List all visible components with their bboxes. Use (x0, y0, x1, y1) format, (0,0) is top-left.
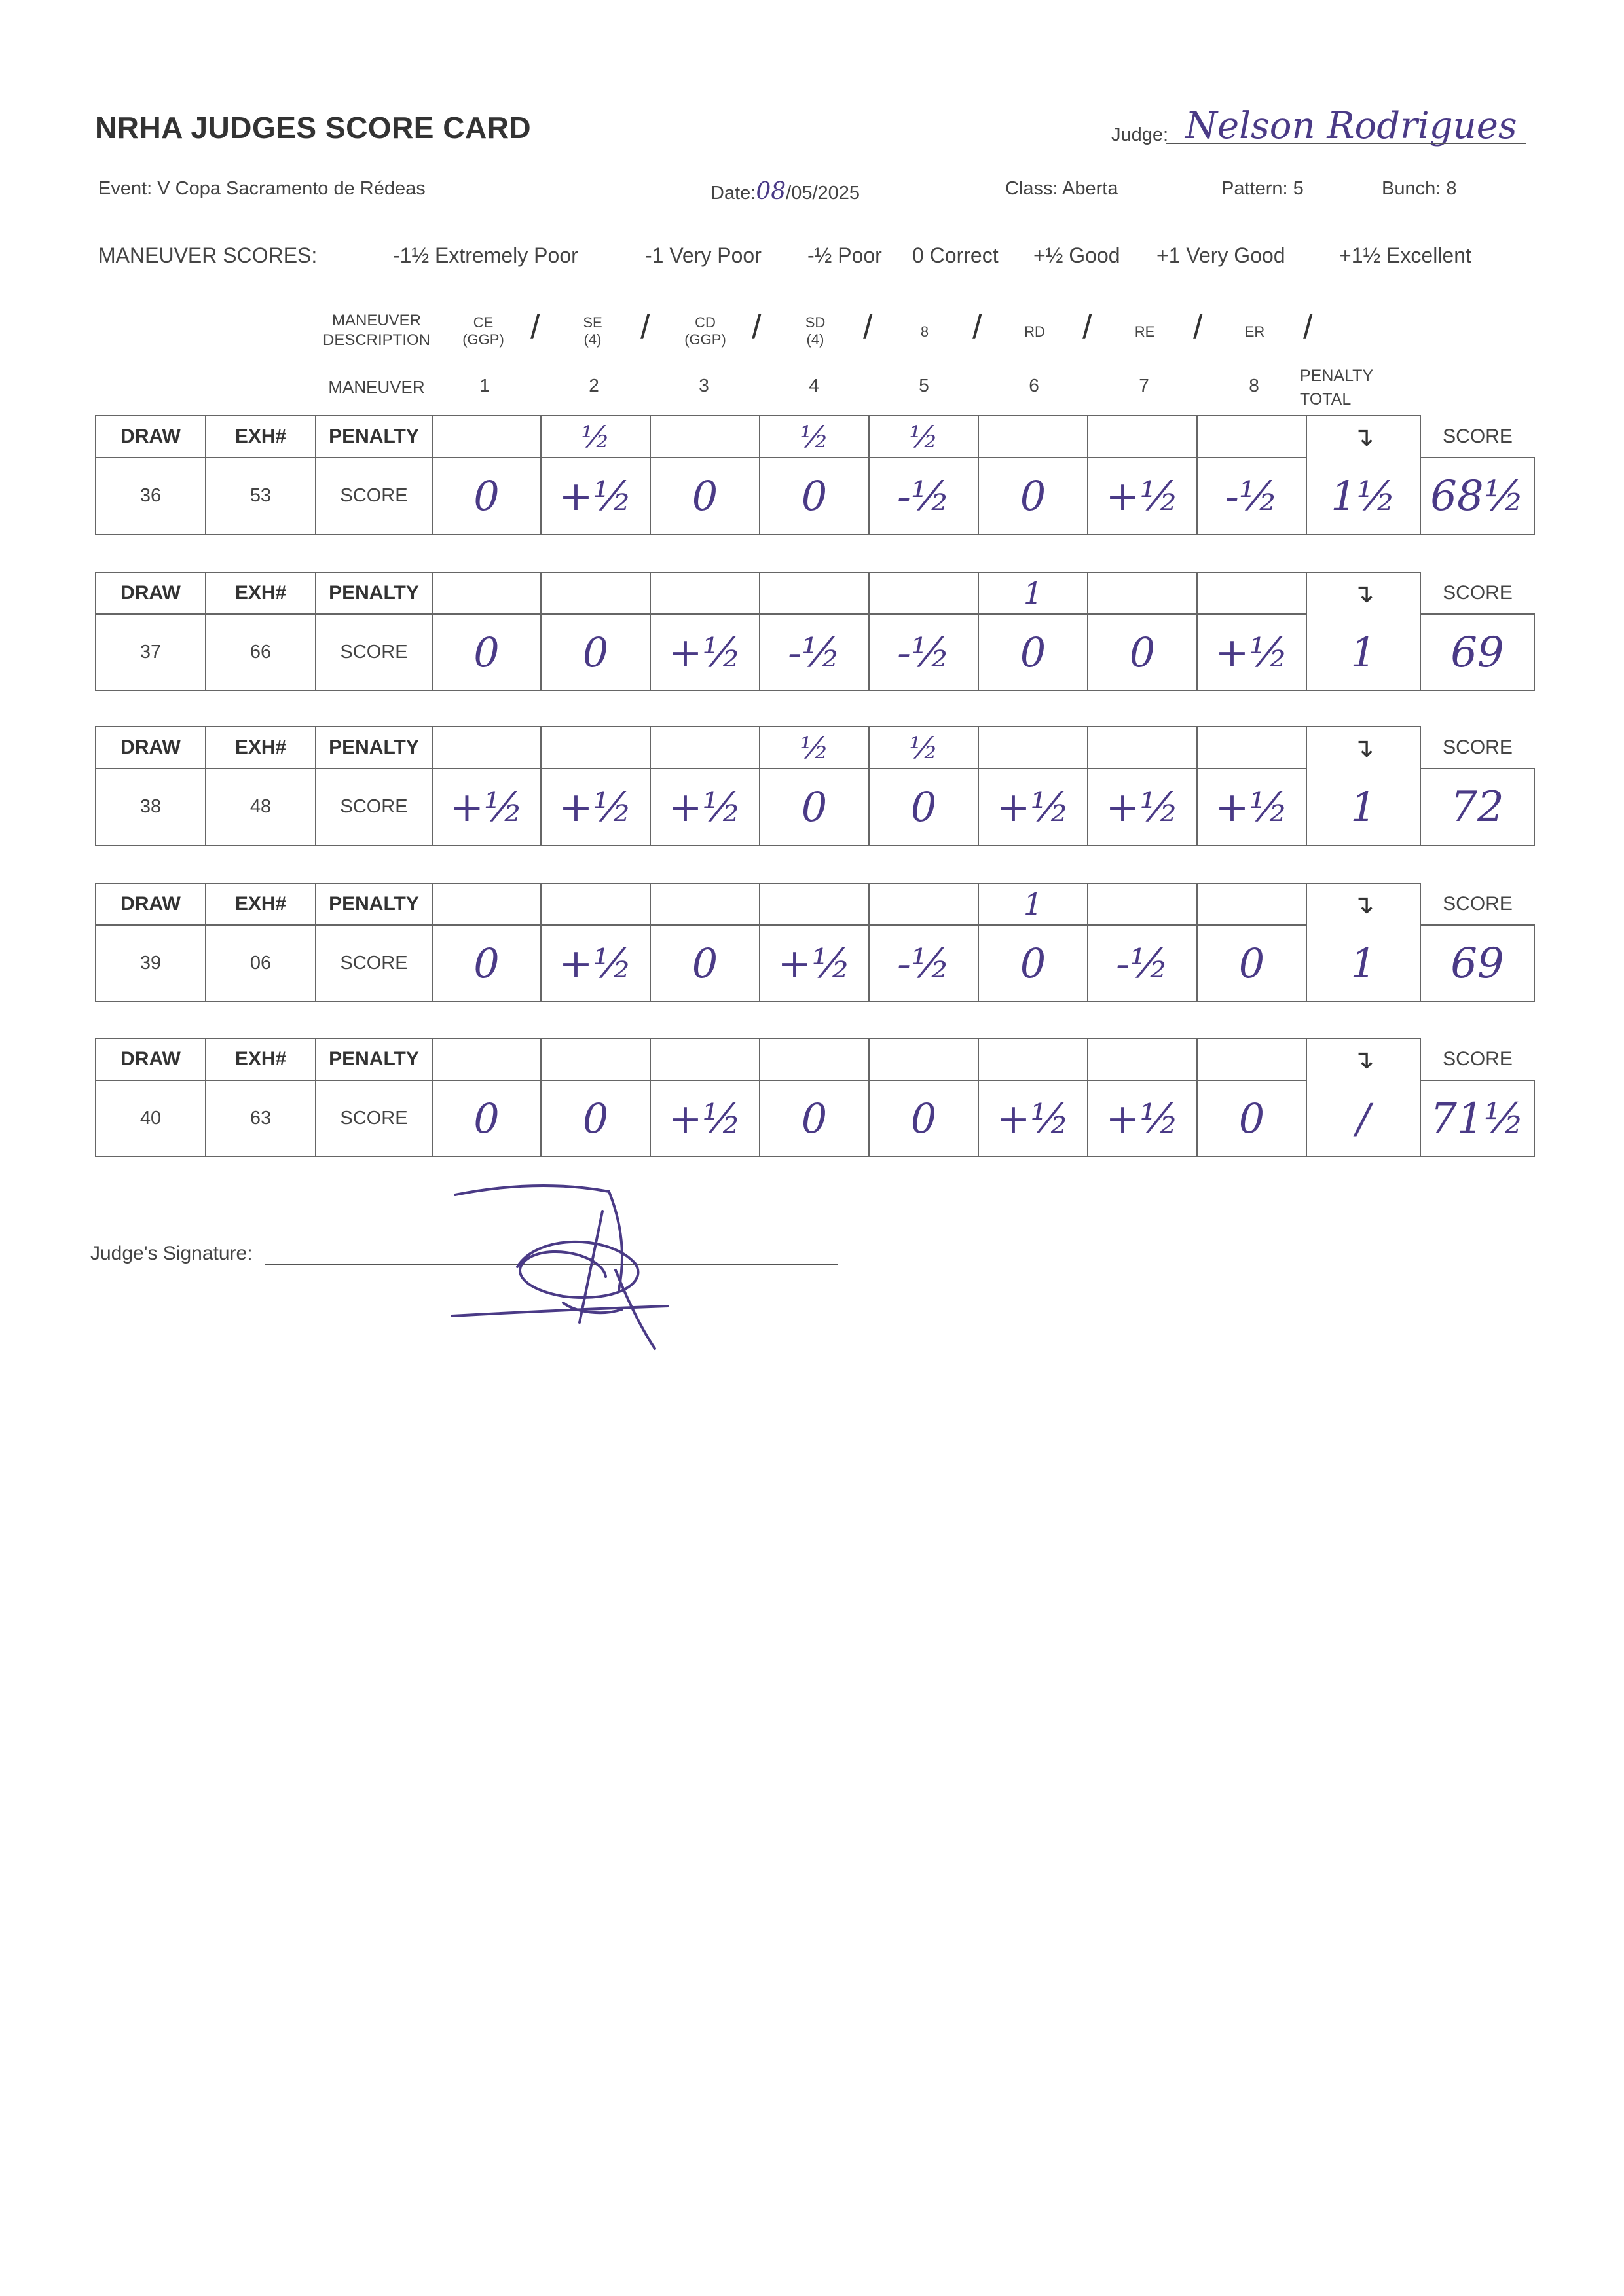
maneuver-score[interactable]: -½ (869, 925, 978, 1002)
penalty-cell[interactable]: ½ (760, 416, 869, 458)
final-score[interactable]: 68½ (1420, 458, 1534, 534)
maneuver-score[interactable]: 0 (869, 769, 978, 845)
penalty-total-label (1300, 364, 1398, 411)
penalty-cell[interactable] (1088, 416, 1197, 458)
maneuver-score[interactable]: +½ (1197, 614, 1306, 691)
event-label: Event: V Copa Sacramento de Rédeas (98, 178, 426, 199)
maneuver-score[interactable]: +½ (1197, 769, 1306, 845)
maneuver-desc-bottom: (GGP) (684, 331, 726, 348)
score-column-label: SCORE (1420, 416, 1534, 458)
maneuver-desc (786, 314, 845, 348)
maneuver-score[interactable]: 0 (650, 925, 760, 1002)
maneuver-desc (895, 323, 954, 340)
maneuver-score[interactable]: 0 (432, 1080, 541, 1157)
penalty-total[interactable]: 1 (1306, 769, 1420, 845)
arrow-icon: ↴ (1306, 1038, 1420, 1080)
penalty-cell[interactable] (760, 883, 869, 925)
pattern-label: Pattern: 5 (1221, 178, 1304, 199)
penalty-cell[interactable] (869, 883, 978, 925)
maneuver-score[interactable]: 0 (432, 925, 541, 1002)
maneuver-desc-top: CD (695, 314, 716, 331)
maneuver-score[interactable]: +½ (432, 769, 541, 845)
date-rest: /05/2025 (786, 183, 860, 204)
desc-label-line1: MANEUVER (331, 312, 422, 329)
draw-number: 40 (96, 1080, 206, 1157)
penalty-cell[interactable]: ½ (541, 416, 650, 458)
score-block (95, 726, 1535, 846)
scale-item: +½ Good (1033, 244, 1120, 267)
maneuver-number: 5 (919, 375, 929, 395)
maneuver-score[interactable]: +½ (650, 614, 760, 691)
divider-slash: / (1303, 308, 1313, 346)
draw-header: DRAW (96, 1038, 206, 1080)
penalty-cell[interactable]: ½ (869, 416, 978, 458)
penalty-cell[interactable] (1197, 416, 1306, 458)
divider-slash: / (1193, 308, 1203, 346)
divider-slash: / (863, 308, 873, 346)
maneuver-score[interactable]: 0 (541, 614, 650, 691)
judge-line (1166, 143, 1526, 144)
final-score[interactable]: 71½ (1420, 1080, 1534, 1157)
maneuver-score[interactable]: +½ (760, 925, 869, 1002)
penalty-cell[interactable]: 1 (978, 883, 1088, 925)
maneuver-score[interactable]: -½ (760, 614, 869, 691)
draw-header: DRAW (96, 572, 206, 614)
maneuver-score[interactable]: 0 (1197, 925, 1306, 1002)
penalty-cell[interactable] (541, 727, 650, 769)
maneuver-desc-top: CE (473, 314, 494, 331)
maneuver-desc (1115, 323, 1174, 340)
score-block (95, 883, 1535, 1002)
bunch-label: Bunch: 8 (1382, 178, 1457, 199)
penalty-cell[interactable] (1088, 1038, 1197, 1080)
penalty-cell[interactable] (978, 416, 1088, 458)
class-label: Class: Aberta (1005, 178, 1118, 199)
draw-number: 36 (96, 458, 206, 534)
card-title: NRHA JUDGES SCORE CARD (95, 111, 532, 145)
judge-label: Judge: (1111, 124, 1169, 145)
penalty-cell[interactable] (650, 883, 760, 925)
signature-label: Judge's Signature: (90, 1243, 253, 1264)
maneuver-score[interactable]: 0 (978, 458, 1088, 534)
maneuver-number: 7 (1139, 375, 1149, 395)
penalty-cell[interactable] (650, 1038, 760, 1080)
arrow-icon: ↴ (1306, 416, 1420, 458)
penalty-total[interactable]: 1½ (1306, 458, 1420, 534)
final-score[interactable]: 72 (1420, 769, 1534, 845)
penalty-total[interactable]: / (1306, 1080, 1420, 1157)
score-row-label: SCORE (316, 614, 432, 691)
maneuver-score[interactable]: -½ (869, 458, 978, 534)
maneuver-desc (563, 314, 622, 348)
draw-header: DRAW (96, 883, 206, 925)
scale-item: +1 Very Good (1156, 244, 1285, 267)
maneuver-score[interactable]: +½ (978, 1080, 1088, 1157)
penalty-cell[interactable] (1197, 1038, 1306, 1080)
score-row-label: SCORE (316, 458, 432, 534)
penalty-cell[interactable] (760, 572, 869, 614)
score-column-label: SCORE (1420, 572, 1534, 614)
maneuver-number: 4 (809, 375, 819, 395)
divider-slash: / (972, 308, 982, 346)
exh-number: 63 (206, 1080, 316, 1157)
maneuver-desc-top: RD (1024, 323, 1045, 340)
maneuver-score[interactable]: 0 (1088, 614, 1197, 691)
penalty-total-line1: PENALTY (1300, 367, 1374, 385)
scale-item: 0 Correct (912, 244, 999, 267)
divider-slash: / (530, 308, 540, 346)
maneuver-desc-top: ER (1244, 323, 1265, 340)
maneuver-desc (1225, 323, 1284, 340)
desc-label-line2: DESCRIPTION (322, 331, 430, 349)
penalty-cell[interactable] (541, 572, 650, 614)
date-label: Date: (710, 183, 756, 204)
penalty-cell[interactable] (978, 1038, 1088, 1080)
penalty-cell[interactable] (432, 727, 541, 769)
scale-label: MANEUVER SCORES: (98, 244, 318, 267)
draw-number: 39 (96, 925, 206, 1002)
maneuver-desc-bottom: (4) (806, 331, 824, 348)
arrow-icon: ↴ (1306, 883, 1420, 925)
maneuver-desc-top: RE (1134, 323, 1155, 340)
final-score[interactable]: 69 (1420, 614, 1534, 691)
judge-name: Nelson Rodrigues (1185, 105, 1517, 147)
maneuver-score[interactable]: 0 (760, 458, 869, 534)
maneuver-score[interactable]: 0 (541, 1080, 650, 1157)
maneuver-score[interactable]: -½ (1197, 458, 1306, 534)
maneuver-desc (454, 314, 513, 348)
penalty-cell[interactable] (432, 1038, 541, 1080)
maneuver-number-label: MANEUVER (328, 377, 425, 397)
maneuver-score[interactable]: 0 (432, 458, 541, 534)
maneuver-score[interactable]: 0 (978, 925, 1088, 1002)
arrow-icon: ↴ (1306, 727, 1420, 769)
maneuver-score[interactable]: -½ (869, 614, 978, 691)
penalty-total[interactable]: 1 (1306, 925, 1420, 1002)
draw-header: DRAW (96, 727, 206, 769)
maneuver-desc (1005, 323, 1064, 340)
maneuver-score[interactable]: +½ (1088, 1080, 1197, 1157)
maneuver-score[interactable]: +½ (650, 769, 760, 845)
penalty-cell[interactable] (541, 1038, 650, 1080)
maneuver-desc-bottom: (4) (583, 331, 602, 348)
penalty-cell[interactable] (650, 727, 760, 769)
exh-header: EXH# (206, 1038, 316, 1080)
penalty-cell[interactable] (1088, 572, 1197, 614)
maneuver-desc-bottom: (GGP) (462, 331, 504, 348)
maneuver-score[interactable]: +½ (978, 769, 1088, 845)
draw-number: 38 (96, 769, 206, 845)
scale-item: -1½ Extremely Poor (393, 244, 578, 267)
maneuver-score[interactable]: +½ (541, 925, 650, 1002)
penalty-cell[interactable] (1197, 883, 1306, 925)
draw-header: DRAW (96, 416, 206, 458)
penalty-cell[interactable] (650, 572, 760, 614)
maneuver-number: 1 (479, 375, 490, 395)
divider-slash: / (752, 308, 762, 346)
maneuver-score[interactable]: +½ (650, 1080, 760, 1157)
maneuver-desc-top: SE (583, 314, 602, 331)
maneuver-score[interactable]: 0 (978, 614, 1088, 691)
exh-number: 06 (206, 925, 316, 1002)
exh-header: EXH# (206, 416, 316, 458)
maneuver-score[interactable]: +½ (1088, 769, 1197, 845)
penalty-header: PENALTY (316, 1038, 432, 1080)
scale-item: +1½ Excellent (1339, 244, 1471, 267)
score-block (95, 415, 1535, 535)
penalty-cell[interactable] (1088, 727, 1197, 769)
maneuver-score[interactable]: +½ (1088, 458, 1197, 534)
maneuver-score[interactable]: 0 (869, 1080, 978, 1157)
penalty-cell[interactable] (1088, 883, 1197, 925)
penalty-cell[interactable] (760, 1038, 869, 1080)
maneuver-number: 6 (1029, 375, 1039, 395)
date-day: 08 (756, 178, 786, 205)
maneuver-score[interactable]: +½ (541, 769, 650, 845)
penalty-cell[interactable] (541, 883, 650, 925)
penalty-cell[interactable] (978, 727, 1088, 769)
maneuver-number: 3 (699, 375, 709, 395)
penalty-total-line2: TOTAL (1300, 390, 1352, 409)
arrow-icon: ↴ (1306, 572, 1420, 614)
penalty-total[interactable]: 1 (1306, 614, 1420, 691)
exh-header: EXH# (206, 572, 316, 614)
exh-number: 66 (206, 614, 316, 691)
maneuver-score[interactable]: 0 (760, 1080, 869, 1157)
maneuver-number: 8 (1249, 375, 1259, 395)
maneuver-score[interactable]: +½ (541, 458, 650, 534)
exh-number: 53 (206, 458, 316, 534)
penalty-cell[interactable] (869, 572, 978, 614)
exh-header: EXH# (206, 883, 316, 925)
score-column-label: SCORE (1420, 883, 1534, 925)
penalty-cell[interactable]: ½ (760, 727, 869, 769)
maneuver-desc-top: 8 (920, 323, 929, 340)
signature-scribble[interactable] (445, 1172, 694, 1368)
draw-number: 37 (96, 614, 206, 691)
penalty-header: PENALTY (316, 572, 432, 614)
date-field (710, 178, 860, 205)
penalty-header: PENALTY (316, 727, 432, 769)
maneuver-number: 2 (589, 375, 599, 395)
maneuver-description-label (308, 311, 445, 350)
score-row-label: SCORE (316, 925, 432, 1002)
penalty-header: PENALTY (316, 416, 432, 458)
penalty-cell[interactable] (1197, 727, 1306, 769)
divider-slash: / (640, 308, 650, 346)
penalty-cell[interactable]: ½ (869, 727, 978, 769)
maneuver-score[interactable]: -½ (1088, 925, 1197, 1002)
exh-number: 48 (206, 769, 316, 845)
exh-header: EXH# (206, 727, 316, 769)
score-block (95, 572, 1535, 691)
score-row-label: SCORE (316, 1080, 432, 1157)
penalty-cell[interactable] (869, 1038, 978, 1080)
maneuver-score[interactable]: 0 (650, 458, 760, 534)
score-column-label: SCORE (1420, 1038, 1534, 1080)
score-row-label: SCORE (316, 769, 432, 845)
maneuver-desc (673, 314, 738, 348)
maneuver-score[interactable]: 0 (760, 769, 869, 845)
maneuver-score[interactable]: 0 (432, 614, 541, 691)
penalty-cell[interactable] (1197, 572, 1306, 614)
penalty-cell[interactable] (432, 883, 541, 925)
score-block (95, 1038, 1535, 1157)
scale-item: -½ Poor (807, 244, 882, 267)
divider-slash: / (1082, 308, 1092, 346)
penalty-cell[interactable] (432, 572, 541, 614)
penalty-cell[interactable] (650, 416, 760, 458)
penalty-header: PENALTY (316, 883, 432, 925)
final-score[interactable]: 69 (1420, 925, 1534, 1002)
scale-item: -1 Very Poor (645, 244, 762, 267)
score-column-label: SCORE (1420, 727, 1534, 769)
maneuver-desc-top: SD (805, 314, 826, 331)
penalty-cell[interactable] (432, 416, 541, 458)
maneuver-score[interactable]: 0 (1197, 1080, 1306, 1157)
penalty-cell[interactable]: 1 (978, 572, 1088, 614)
